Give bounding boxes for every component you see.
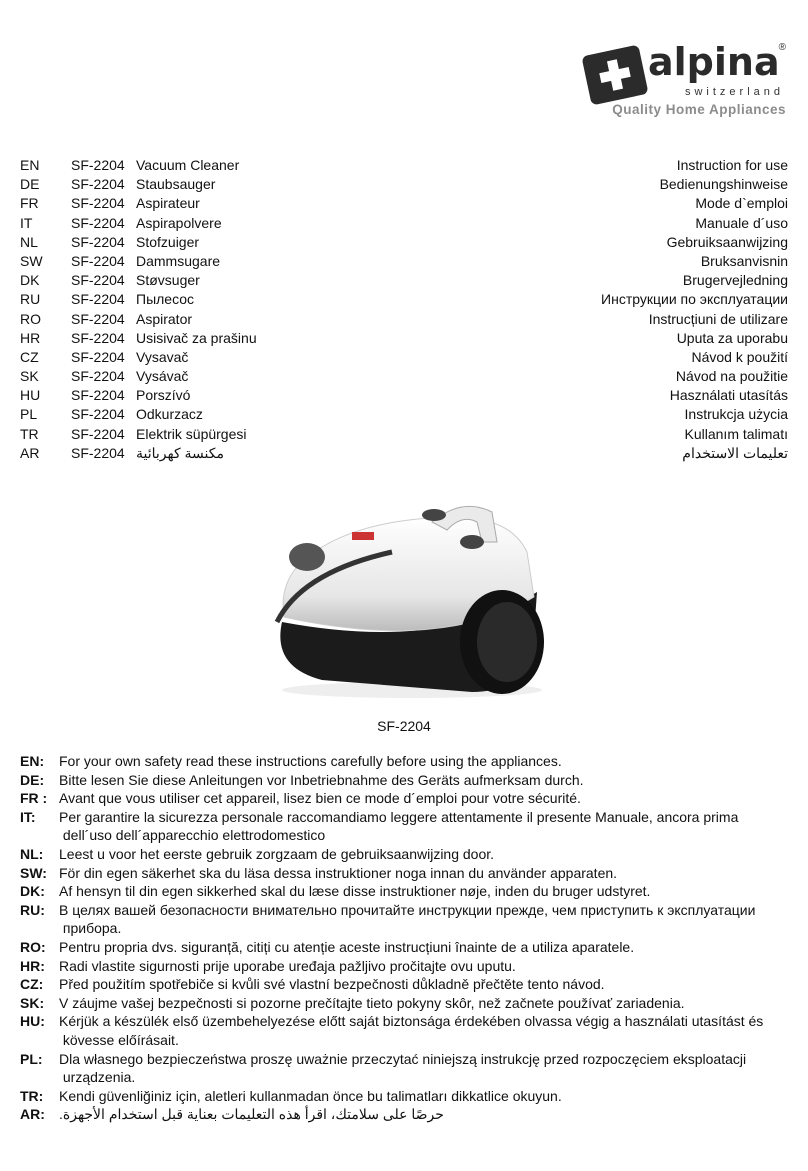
safety-text-line: Per garantire la sicurezza personale raccomandiamo leggere attentamente il presente Manuale, ancora prima xyxy=(59,808,739,825)
instructions-title: Návod k použití xyxy=(691,348,788,365)
safety-text-line: För din egen säkerhet ska du läsa dessa instruktioner noga innan du använder apparaten. xyxy=(59,864,618,881)
instructions-title: تعليمات الاستخدام xyxy=(682,444,788,461)
safety-text-line: Dla własnego bezpieczeństwa proszę uważnie przeczytać niniejszą instrukcję przed rozpoczęciem eksploatacji xyxy=(59,1050,747,1067)
language-row xyxy=(20,156,790,175)
language-row xyxy=(20,214,790,233)
safety-statement xyxy=(20,845,790,864)
model-number: SF-2204 xyxy=(71,310,125,327)
instructions-title: Mode d`emploi xyxy=(695,195,788,212)
product-name: Aspirateur xyxy=(136,195,200,212)
safety-language-code: RU: xyxy=(20,901,45,918)
brand-tagline: Quality Home Appliances xyxy=(612,102,786,117)
language-code: RO xyxy=(20,310,41,327)
product-name: Odkurzacz xyxy=(136,406,203,423)
language-row xyxy=(20,271,790,290)
product-name: Vysávač xyxy=(136,368,189,385)
instructions-title: Instrukcja użycia xyxy=(684,406,788,423)
model-number: SF-2204 xyxy=(71,329,125,346)
swiss-cross-icon xyxy=(581,45,648,106)
brand-subtitle: switzerland xyxy=(684,86,784,98)
product-name: مكنسة كهربائية xyxy=(136,444,224,461)
language-row xyxy=(20,367,790,386)
safety-language-code: DE: xyxy=(20,771,45,788)
safety-text-line: urządzenia. xyxy=(59,1069,136,1086)
product-name: Aspirapolvere xyxy=(136,214,222,231)
safety-language-code: SW: xyxy=(20,864,47,881)
safety-statement xyxy=(20,752,790,771)
safety-text-line: For your own safety read these instructions carefully before using the appliances. xyxy=(59,753,562,769)
safety-statement xyxy=(20,1012,790,1049)
language-code: AR xyxy=(20,444,40,461)
language-code: IT xyxy=(20,214,33,231)
model-number: SF-2204 xyxy=(71,176,125,193)
product-name: Stofzuiger xyxy=(136,233,200,250)
language-row xyxy=(20,348,790,367)
language-code: SK xyxy=(20,368,39,385)
safety-language-code: PL: xyxy=(20,1050,43,1067)
model-number: SF-2204 xyxy=(71,387,125,404)
product-name: Aspirator xyxy=(136,310,193,327)
language-code: NL xyxy=(20,233,38,250)
brand-name: alpina xyxy=(648,40,780,84)
model-number: SF-2204 xyxy=(71,252,125,269)
instructions-title: Instruction for use xyxy=(676,157,788,173)
safety-text-line: Kérjük a készülék első üzembehelyezése előtt saját biztonsága érdekében olvassa végig a használati utasítást és xyxy=(59,1013,764,1030)
safety-statement xyxy=(20,1087,790,1106)
language-code: FR xyxy=(20,195,39,212)
model-number: SF-2204 xyxy=(71,444,125,461)
instructions-title: Gebruiksaanwijzing xyxy=(666,233,788,250)
language-code: RU xyxy=(20,291,41,308)
safety-language-code: DK: xyxy=(20,883,45,900)
safety-text-line: прибора. xyxy=(59,920,122,937)
language-list xyxy=(20,156,790,463)
product-name: Usisivač za prašinu xyxy=(136,329,257,346)
language-code: DE xyxy=(20,176,40,193)
safety-statement xyxy=(20,789,790,808)
safety-language-code: NL: xyxy=(20,845,44,862)
model-number: SF-2204 xyxy=(71,195,125,212)
safety-statement xyxy=(20,808,790,845)
safety-text-line: Před použitím spotřebiče si kvůli své vlastní bezpečnosti důkladně přečtěte tento návod. xyxy=(59,976,605,993)
safety-text-line: dell´uso dell´apparecchio elettrodomestico xyxy=(59,827,326,844)
safety-statement xyxy=(20,882,790,901)
safety-statement xyxy=(20,975,790,994)
safety-statement xyxy=(20,901,790,938)
product-caption: SF-2204 xyxy=(377,718,431,734)
model-number: SF-2204 xyxy=(71,214,125,231)
safety-language-code: TR: xyxy=(20,1087,44,1104)
registered-mark: ® xyxy=(778,42,786,53)
safety-text-line: Af hensyn til din egen sikkerhed skal du læse disse instruktioner nøje, inden du bruger udstyret. xyxy=(59,883,651,900)
language-row xyxy=(20,425,790,444)
safety-language-code: IT: xyxy=(20,808,36,825)
safety-language-code: HR: xyxy=(20,957,45,974)
safety-statement xyxy=(20,938,790,957)
safety-statement xyxy=(20,957,790,976)
safety-language-code: RO: xyxy=(20,938,46,955)
safety-text-line: Bitte lesen Sie diese Anleitungen vor Inbetriebnahme des Geräts aufmerksam durch. xyxy=(59,771,584,788)
model-number: SF-2204 xyxy=(71,348,125,365)
safety-text-line: kövesse előírásait. xyxy=(59,1031,179,1048)
safety-text-line: V záujme vašej bezpečnosti si pozorne prečítajte tieto pokyny skôr, než začnete používať zariadenia. xyxy=(59,994,685,1011)
language-code: DK xyxy=(20,272,40,289)
safety-text-line: حرصًا على سلامتك، اقرأ هذه التعليمات بعناية قبل استخدام الأجهزة. xyxy=(59,1106,444,1123)
language-row xyxy=(20,290,790,309)
instructions-title: Használati utasítás xyxy=(669,387,788,404)
safety-statement xyxy=(20,1050,790,1087)
instructions-title: Uputa za uporabu xyxy=(676,329,788,346)
safety-statement xyxy=(20,864,790,883)
safety-text-line: Avant que vous utiliser cet appareil, lisez bien ce mode d´emploi pour votre sécurité. xyxy=(59,790,581,807)
safety-text-line: Kendi güvenliğiniz için, aletleri kullanmadan önce bu talimatları dikkatlice okuyun. xyxy=(59,1087,562,1104)
instructions-title: Instrucțiuni de utilizare xyxy=(648,310,788,327)
language-row xyxy=(20,329,790,348)
language-row xyxy=(20,405,790,424)
instructions-title: Bedienungshinweise xyxy=(659,176,788,193)
product-name: Vysavač xyxy=(136,348,189,365)
safety-language-code: EN: xyxy=(20,753,45,769)
product-name: Porszívó xyxy=(136,387,191,404)
language-row xyxy=(20,194,790,213)
language-code: CZ xyxy=(20,348,39,365)
safety-text-line: Pentru propria dvs. siguranță, citiți cu atenție aceste instrucțiuni înainte de a utiliza aparatele. xyxy=(59,938,635,955)
product-name: Dammsugare xyxy=(136,252,221,269)
language-code: HU xyxy=(20,387,41,404)
model-number: SF-2204 xyxy=(71,368,125,385)
product-name: Støvsuger xyxy=(136,272,200,289)
safety-statement xyxy=(20,1105,790,1124)
model-number: SF-2204 xyxy=(71,272,125,289)
safety-text-line: Leest u voor het eerste gebruik zorgzaam de gebruiksaanwijzing door. xyxy=(59,845,495,862)
language-row xyxy=(20,310,790,329)
language-code: HR xyxy=(20,329,41,346)
safety-statement xyxy=(20,994,790,1013)
safety-language-code: SK: xyxy=(20,994,45,1011)
instructions-title: Manuale d´uso xyxy=(695,214,788,231)
safety-language-code: AR: xyxy=(20,1106,45,1123)
language-row xyxy=(20,386,790,405)
safety-language-code: FR : xyxy=(20,790,48,807)
safety-text-line: В целях вашей безопасности внимательно прочитайте инструкции прежде, чем приступить к эксплуатации xyxy=(59,901,756,918)
language-code: SW xyxy=(20,252,43,269)
safety-statements xyxy=(20,752,790,1124)
instructions-title: Návod na použitie xyxy=(675,368,788,385)
model-number: SF-2204 xyxy=(71,425,125,442)
brand-logo xyxy=(586,40,786,122)
model-number: SF-2204 xyxy=(71,291,125,308)
language-row xyxy=(20,252,790,271)
safety-text-line: Radi vlastite sigurnosti prije uporabe uređaja pažljivo pročitajte ovu uputu. xyxy=(59,957,516,974)
safety-language-code: CZ: xyxy=(20,976,44,993)
safety-statement xyxy=(20,771,790,790)
instructions-title: Brugervejledning xyxy=(682,272,788,289)
instructions-title: Kullanım talimatı xyxy=(684,425,788,442)
product-name: Vacuum Cleaner xyxy=(136,157,240,173)
instructions-title: Инструкции по эксплуатации xyxy=(601,291,788,308)
product-name: Staubsauger xyxy=(136,176,216,193)
product-name: Elektrik süpürgesi xyxy=(136,425,247,442)
language-row xyxy=(20,175,790,194)
language-row xyxy=(20,444,790,463)
model-number: SF-2204 xyxy=(71,406,125,423)
model-number: SF-2204 xyxy=(71,157,125,173)
language-row xyxy=(20,233,790,252)
language-code: EN xyxy=(20,157,40,173)
vacuum-cleaner-image xyxy=(262,502,552,702)
safety-language-code: HU: xyxy=(20,1013,45,1030)
language-code: TR xyxy=(20,425,39,442)
model-number: SF-2204 xyxy=(71,233,125,250)
instructions-title: Bruksanvisnin xyxy=(700,252,788,269)
product-name: Пылесос xyxy=(136,291,195,308)
language-code: PL xyxy=(20,406,38,423)
